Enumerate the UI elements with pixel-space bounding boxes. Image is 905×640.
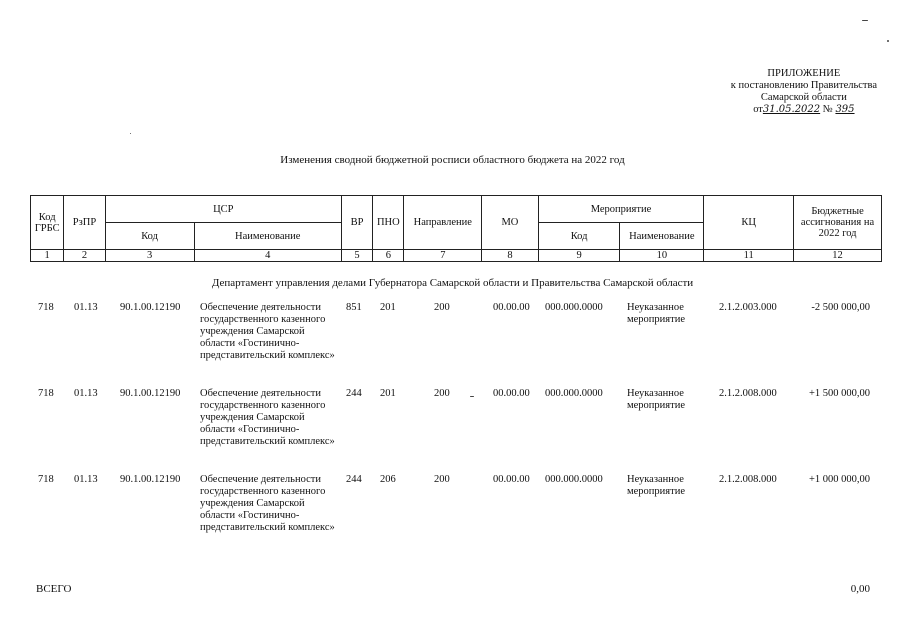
cell-mo: 00.00.00 bbox=[493, 388, 530, 399]
cell-event-kod: 000.000.0000 bbox=[545, 474, 603, 485]
scan-speck bbox=[887, 40, 889, 42]
col-number: 2 bbox=[64, 250, 105, 262]
cell-name: Обеспечение деятельности государственного казенного учреждения Самарской области «Гостинично-представительский комплекс» bbox=[200, 474, 335, 533]
cell-vr: 851 bbox=[346, 302, 362, 313]
header-direction: Направление bbox=[404, 196, 482, 250]
cell-kc: 2.1.2.008.000 bbox=[719, 388, 777, 399]
col-number: 12 bbox=[794, 250, 882, 262]
col-number: 4 bbox=[194, 250, 341, 262]
cell-vr: 244 bbox=[346, 388, 362, 399]
cell-rzpr: 01.13 bbox=[74, 474, 98, 485]
cell-amount: +1 500 000,00 bbox=[808, 388, 870, 399]
cell-mo: 00.00.00 bbox=[493, 474, 530, 485]
header-number-row bbox=[31, 250, 882, 262]
header-event-kod: Код bbox=[538, 223, 620, 250]
cell-event-name: Неуказанное мероприятие bbox=[627, 388, 685, 411]
col-number: 3 bbox=[105, 250, 194, 262]
appendix-title: ПРИЛОЖЕНИЕ bbox=[767, 68, 841, 79]
col-number: 1 bbox=[31, 250, 64, 262]
col-number: 8 bbox=[482, 250, 539, 262]
cell-name: Обеспечение деятельности государственного казенного учреждения Самарской области «Гостинично-представительский комплекс» bbox=[200, 388, 335, 447]
cell-vr: 244 bbox=[346, 474, 362, 485]
cell-mo: 00.00.00 bbox=[493, 302, 530, 313]
cell-csr: 90.1.00.12190 bbox=[120, 474, 181, 485]
appendix-line2: к постановлению Правительства bbox=[730, 80, 877, 91]
cell-rzpr: 01.13 bbox=[74, 388, 98, 399]
header-event: Мероприятие bbox=[538, 196, 704, 223]
appendix-block bbox=[731, 68, 877, 116]
number-prefix: № bbox=[822, 104, 833, 115]
col-number: 7 bbox=[404, 250, 482, 262]
cell-event-name: Неуказанное мероприятие bbox=[627, 302, 685, 325]
cell-direction: 200 bbox=[434, 474, 450, 485]
cell-event-kod: 000.000.0000 bbox=[545, 302, 603, 313]
header-csr: ЦСР bbox=[105, 196, 341, 223]
cell-name: Обеспечение деятельности государственного казенного учреждения Самарской области «Гостинично-представительский комплекс» bbox=[200, 302, 335, 361]
header-mo: МО bbox=[482, 196, 539, 250]
header-pno: ПНО bbox=[373, 196, 404, 250]
cell-grbs: 718 bbox=[38, 302, 54, 313]
cell-event-kod: 000.000.0000 bbox=[545, 388, 603, 399]
total-value: 0,00 bbox=[850, 583, 870, 595]
number-value: 395 bbox=[835, 104, 855, 115]
date-prefix: от bbox=[753, 104, 763, 115]
total-label: ВСЕГО bbox=[36, 583, 72, 595]
department-heading: Департамент управления делами Губернатора Самарской области и Правительства Самарской области bbox=[211, 277, 694, 289]
appendix-date-line bbox=[731, 104, 877, 116]
cell-grbs: 718 bbox=[38, 474, 54, 485]
cell-pno: 201 bbox=[380, 388, 396, 399]
header-budget: Бюджетные ассигнования на 2022 год bbox=[794, 196, 882, 250]
cell-event-name: Неуказанное мероприятие bbox=[627, 474, 685, 497]
scan-speck bbox=[862, 20, 868, 21]
header-csr-name: Наименование bbox=[194, 223, 341, 250]
scan-speck bbox=[470, 396, 474, 397]
col-number: 11 bbox=[704, 250, 794, 262]
cell-grbs: 718 bbox=[38, 388, 54, 399]
col-number: 6 bbox=[373, 250, 404, 262]
cell-direction: 200 bbox=[434, 302, 450, 313]
header-rzpr: РзПР bbox=[64, 196, 105, 250]
header-vr: ВР bbox=[341, 196, 372, 250]
col-number: 5 bbox=[341, 250, 372, 262]
appendix-line3: Самарской области bbox=[760, 92, 847, 103]
header-csr-kod: Код bbox=[105, 223, 194, 250]
cell-amount: -2 500 000,00 bbox=[811, 302, 870, 313]
cell-pno: 201 bbox=[380, 302, 396, 313]
date-value: 31.05.2022 bbox=[762, 104, 821, 115]
scan-speck bbox=[130, 133, 131, 134]
col-number: 10 bbox=[620, 250, 704, 262]
header-event-name: Наименование bbox=[620, 223, 704, 250]
cell-kc: 2.1.2.008.000 bbox=[719, 474, 777, 485]
cell-csr: 90.1.00.12190 bbox=[120, 302, 181, 313]
document-title: Изменения сводной бюджетной росписи областного бюджета на 2022 год bbox=[280, 154, 625, 166]
cell-direction: 200 bbox=[434, 388, 450, 399]
cell-rzpr: 01.13 bbox=[74, 302, 98, 313]
header-kod-grbs: Код ГРБС bbox=[31, 196, 64, 250]
cell-kc: 2.1.2.003.000 bbox=[719, 302, 777, 313]
cell-pno: 206 bbox=[380, 474, 396, 485]
col-number: 9 bbox=[538, 250, 620, 262]
cell-amount: +1 000 000,00 bbox=[808, 474, 870, 485]
cell-csr: 90.1.00.12190 bbox=[120, 388, 181, 399]
header-kc: КЦ bbox=[704, 196, 794, 250]
header-table bbox=[30, 195, 882, 262]
